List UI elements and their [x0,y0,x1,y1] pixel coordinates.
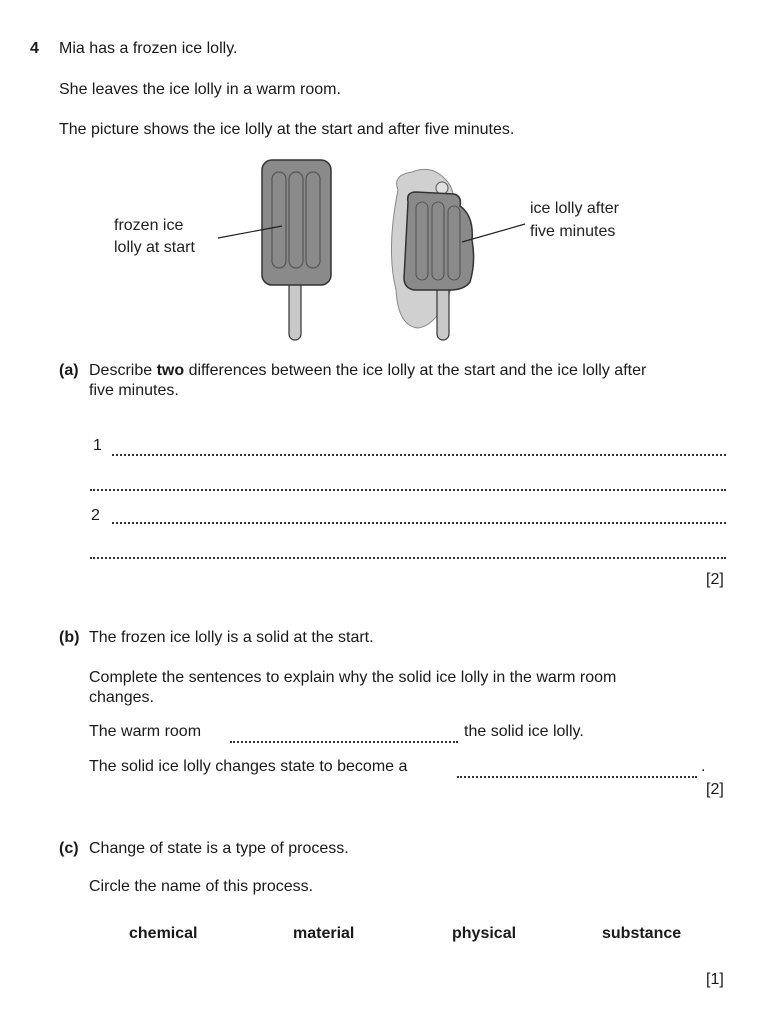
part-c-marks: [1] [706,971,724,988]
answer-line-1-number: 1 [93,437,102,454]
part-c-instruction: Circle the name of this process. [89,878,314,895]
answer-line-2b[interactable] [90,557,726,559]
answer-line-1b[interactable] [90,489,726,491]
question-number: 4 [30,40,39,57]
sentence-1-end: the solid ice lolly. [464,723,584,740]
part-b-instruction-line-1: Complete the sentences to explain why the solid ice lolly in the warm room [89,669,617,686]
part-a-letter: (a) [59,362,79,379]
part-a-question-line-2: five minutes. [89,382,179,399]
option-chemical[interactable]: chemical [129,925,198,942]
intro-line-3: The picture shows the ice lolly at the start and after five minutes. [59,121,515,138]
intro-line-2: She leaves the ice lolly in a warm room. [59,81,341,98]
label-melted-line-1: ice lolly after [530,200,619,217]
option-substance[interactable]: substance [602,925,682,942]
part-b-marks: [2] [706,781,724,798]
part-b-instruction-line-2: changes. [89,689,154,706]
part-c-letter: (c) [59,840,79,857]
sentence-2-blank[interactable] [457,776,697,778]
option-physical[interactable]: physical [452,925,517,942]
melted-lolly-illustration [391,169,473,340]
part-c-statement: Change of state is a type of process. [89,840,349,857]
label-frozen-line-1: frozen ice [114,217,184,234]
answer-line-1a[interactable] [112,454,726,456]
intro-line-1: Mia has a frozen ice lolly. [59,40,238,57]
part-b-letter: (b) [59,629,80,646]
part-b-statement: The frozen ice lolly is a solid at the start. [89,629,374,646]
sentence-2-end: . [701,758,706,775]
sentence-2-start: The solid ice lolly changes state to become a [89,758,408,775]
sentence-1-start: The warm room [89,723,202,740]
answer-line-2-number: 2 [91,507,100,524]
option-material[interactable]: material [293,925,355,942]
answer-line-2a[interactable] [112,522,726,524]
part-a-question: Describe two differences between the ice lolly at the start and the ice lolly after [89,362,647,379]
label-frozen-line-2: lolly at start [114,239,195,256]
ice-lolly-figure [0,150,768,350]
sentence-1-blank[interactable] [230,741,458,743]
part-a-marks: [2] [706,571,724,588]
frozen-lolly-illustration [262,160,331,340]
label-melted-line-2: five minutes [530,223,616,240]
